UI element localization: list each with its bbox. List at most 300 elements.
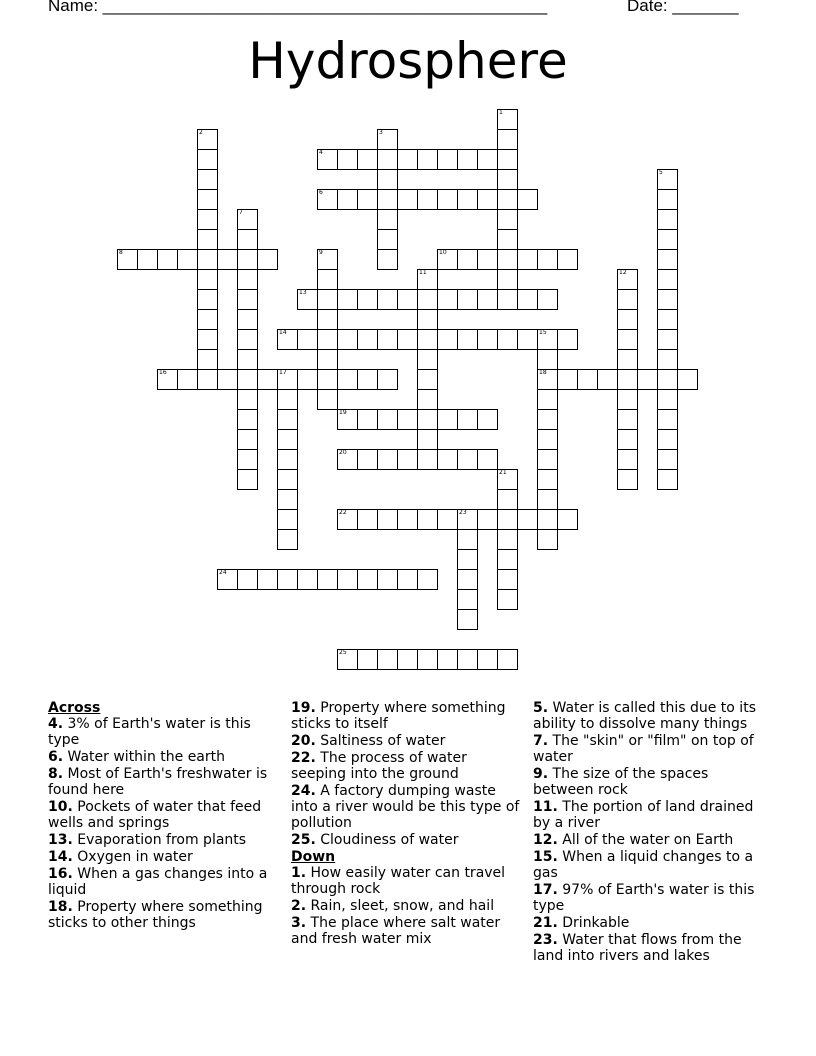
date-line[interactable]: Date: _______ bbox=[627, 0, 739, 15]
crossword-cell[interactable] bbox=[457, 249, 478, 270]
crossword-cell[interactable] bbox=[617, 429, 638, 450]
crossword-cell[interactable] bbox=[537, 449, 558, 470]
crossword-cell[interactable] bbox=[377, 189, 398, 210]
crossword-cell[interactable] bbox=[657, 469, 678, 490]
crossword-cell[interactable] bbox=[337, 569, 358, 590]
clue-text: Water within the earth bbox=[63, 749, 225, 765]
crossword-cell[interactable] bbox=[537, 249, 558, 270]
crossword-cell[interactable] bbox=[277, 489, 298, 510]
crossword-cell[interactable] bbox=[377, 229, 398, 250]
clue-across-24 bbox=[291, 783, 523, 831]
crossword-cell[interactable] bbox=[337, 449, 358, 470]
crossword-cell[interactable] bbox=[657, 409, 678, 430]
clue-number: 20. bbox=[291, 733, 316, 749]
clue-number: 16. bbox=[48, 866, 73, 882]
crossword-cell[interactable] bbox=[297, 329, 318, 350]
crossword-cell[interactable] bbox=[657, 249, 678, 270]
crossword-cell[interactable] bbox=[237, 349, 258, 370]
crossword-cell[interactable] bbox=[377, 509, 398, 530]
crossword-cell[interactable] bbox=[197, 269, 218, 290]
crossword-cell[interactable] bbox=[317, 369, 338, 390]
crossword-cell[interactable] bbox=[357, 149, 378, 170]
crossword-cell[interactable] bbox=[477, 409, 498, 430]
crossword-cell[interactable] bbox=[177, 249, 198, 270]
crossword-cell[interactable] bbox=[237, 409, 258, 430]
crossword-cell[interactable] bbox=[497, 189, 518, 210]
crossword-cell[interactable] bbox=[537, 349, 558, 370]
clue-text: When a liquid changes to a gas bbox=[533, 849, 754, 881]
crossword-cell[interactable] bbox=[397, 289, 418, 310]
crossword-cell[interactable] bbox=[377, 449, 398, 470]
crossword-cell[interactable] bbox=[237, 269, 258, 290]
crossword-cell[interactable] bbox=[457, 569, 478, 590]
crossword-cell[interactable] bbox=[337, 369, 358, 390]
crossword-cell[interactable] bbox=[537, 289, 558, 310]
crossword-cell[interactable] bbox=[377, 409, 398, 430]
crossword-cell[interactable] bbox=[237, 389, 258, 410]
crossword-cell[interactable] bbox=[417, 569, 438, 590]
puzzle-title: Hydrosphere bbox=[248, 32, 568, 90]
crossword-cell[interactable] bbox=[237, 429, 258, 450]
cell-number: 17 bbox=[279, 369, 287, 376]
crossword-cell[interactable] bbox=[417, 389, 438, 410]
name-line[interactable]: Name: _______________________________________________ bbox=[48, 0, 548, 15]
clue-down-9 bbox=[533, 766, 773, 798]
crossword-cell[interactable] bbox=[377, 329, 398, 350]
crossword-cell[interactable] bbox=[177, 369, 198, 390]
crossword-cell[interactable] bbox=[217, 369, 238, 390]
crossword-cell[interactable] bbox=[517, 289, 538, 310]
crossword-cell[interactable] bbox=[617, 269, 638, 290]
crossword-cell[interactable] bbox=[317, 149, 338, 170]
crossword-cell[interactable] bbox=[497, 489, 518, 510]
crossword-cell[interactable] bbox=[677, 369, 698, 390]
crossword-cell[interactable] bbox=[417, 329, 438, 350]
crossword-cell[interactable] bbox=[597, 369, 618, 390]
crossword-cell[interactable] bbox=[357, 569, 378, 590]
crossword-cell[interactable] bbox=[257, 369, 278, 390]
crossword-cell[interactable] bbox=[357, 649, 378, 670]
crossword-cell[interactable] bbox=[197, 209, 218, 230]
crossword-cell[interactable] bbox=[457, 189, 478, 210]
clues-column-1 bbox=[48, 700, 273, 932]
crossword-cell[interactable] bbox=[497, 109, 518, 130]
clue-down-5 bbox=[533, 700, 773, 732]
clue-number: 19. bbox=[291, 700, 316, 716]
crossword-cell[interactable] bbox=[617, 309, 638, 330]
clue-down-23 bbox=[533, 932, 773, 964]
crossword-cell[interactable] bbox=[497, 289, 518, 310]
crossword-cell[interactable] bbox=[377, 369, 398, 390]
crossword-cell[interactable] bbox=[197, 289, 218, 310]
crossword-cell[interactable] bbox=[537, 369, 558, 390]
crossword-cell[interactable] bbox=[197, 369, 218, 390]
clue-text: Property where something sticks to other things bbox=[48, 899, 263, 931]
crossword-cell[interactable] bbox=[197, 229, 218, 250]
clue-down-12 bbox=[533, 832, 773, 848]
clue-across-25 bbox=[291, 832, 523, 848]
crossword-cell[interactable] bbox=[657, 389, 678, 410]
crossword-cell[interactable] bbox=[657, 289, 678, 310]
crossword-cell[interactable] bbox=[537, 329, 558, 350]
crossword-cell[interactable] bbox=[437, 649, 458, 670]
crossword-cell[interactable] bbox=[477, 329, 498, 350]
crossword-cell[interactable] bbox=[557, 369, 578, 390]
clue-number: 13. bbox=[48, 832, 73, 848]
crossword-cell[interactable] bbox=[417, 269, 438, 290]
crossword-cell[interactable] bbox=[397, 149, 418, 170]
crossword-cell[interactable] bbox=[257, 569, 278, 590]
crossword-cell[interactable] bbox=[337, 149, 358, 170]
clue-number: 23. bbox=[533, 932, 558, 948]
crossword-cell[interactable] bbox=[497, 329, 518, 350]
crossword-cell[interactable] bbox=[277, 469, 298, 490]
crossword-cell[interactable] bbox=[477, 289, 498, 310]
crossword-cell[interactable] bbox=[617, 389, 638, 410]
crossword-cell[interactable] bbox=[657, 429, 678, 450]
crossword-cell[interactable] bbox=[457, 409, 478, 430]
down-heading: Down bbox=[291, 849, 336, 865]
crossword-cell[interactable] bbox=[477, 449, 498, 470]
clue-text: Pockets of water that feed wells and springs bbox=[48, 799, 262, 831]
clue-down-17 bbox=[533, 882, 773, 914]
crossword-cell[interactable] bbox=[297, 369, 318, 390]
crossword-cell[interactable] bbox=[237, 249, 258, 270]
crossword-cell[interactable] bbox=[457, 289, 478, 310]
crossword-cell[interactable] bbox=[477, 509, 498, 530]
crossword-cell[interactable] bbox=[397, 329, 418, 350]
crossword-cell[interactable] bbox=[537, 489, 558, 510]
clue-across-18 bbox=[48, 899, 273, 931]
crossword-cell[interactable] bbox=[137, 249, 158, 270]
crossword-cell[interactable] bbox=[377, 169, 398, 190]
crossword-cell[interactable] bbox=[197, 149, 218, 170]
crossword-cell[interactable] bbox=[397, 509, 418, 530]
crossword-cell[interactable] bbox=[277, 569, 298, 590]
crossword-cell[interactable] bbox=[437, 449, 458, 470]
crossword-cell[interactable] bbox=[297, 289, 318, 310]
crossword-cell[interactable] bbox=[477, 649, 498, 670]
crossword-cell[interactable] bbox=[537, 509, 558, 530]
crossword-cell[interactable] bbox=[457, 649, 478, 670]
crossword-cell[interactable] bbox=[397, 189, 418, 210]
crossword-cell[interactable] bbox=[537, 529, 558, 550]
crossword-cell[interactable] bbox=[397, 409, 418, 430]
crossword-cell[interactable] bbox=[497, 269, 518, 290]
crossword-cell[interactable] bbox=[437, 409, 458, 430]
cell-number: 5 bbox=[659, 169, 663, 176]
crossword-cell[interactable] bbox=[357, 509, 378, 530]
crossword-cell[interactable] bbox=[377, 289, 398, 310]
crossword-cell[interactable] bbox=[417, 649, 438, 670]
crossword-cell[interactable] bbox=[317, 289, 338, 310]
crossword-cell[interactable] bbox=[277, 429, 298, 450]
crossword-cell[interactable] bbox=[497, 529, 518, 550]
crossword-cell[interactable] bbox=[457, 149, 478, 170]
crossword-cell[interactable] bbox=[657, 229, 678, 250]
crossword-cell[interactable] bbox=[497, 149, 518, 170]
crossword-cell[interactable] bbox=[317, 249, 338, 270]
crossword-cell[interactable] bbox=[657, 189, 678, 210]
crossword-cell[interactable] bbox=[237, 229, 258, 250]
crossword-cell[interactable] bbox=[417, 289, 438, 310]
clue-text: 3% of Earth's water is this type bbox=[48, 716, 251, 748]
crossword-cell[interactable] bbox=[517, 189, 538, 210]
crossword-cell[interactable] bbox=[457, 509, 478, 530]
clue-across-14 bbox=[48, 849, 273, 865]
crossword-cell[interactable] bbox=[437, 509, 458, 530]
crossword-cell[interactable] bbox=[197, 169, 218, 190]
clue-across-8 bbox=[48, 766, 273, 798]
crossword-cell[interactable] bbox=[617, 409, 638, 430]
crossword-cell[interactable] bbox=[397, 569, 418, 590]
cell-number: 18 bbox=[539, 369, 547, 376]
clue-across-10 bbox=[48, 799, 273, 831]
crossword-cell[interactable] bbox=[237, 569, 258, 590]
clue-across-13 bbox=[48, 832, 273, 848]
crossword-cell[interactable] bbox=[317, 269, 338, 290]
clue-number: 11. bbox=[533, 799, 558, 815]
clue-across-20 bbox=[291, 733, 523, 749]
crossword-cell[interactable] bbox=[357, 369, 378, 390]
crossword-cell[interactable] bbox=[497, 649, 518, 670]
crossword-cell[interactable] bbox=[537, 409, 558, 430]
crossword-cell[interactable] bbox=[377, 569, 398, 590]
crossword-cell[interactable] bbox=[617, 349, 638, 370]
crossword-cell[interactable] bbox=[657, 209, 678, 230]
clue-text: The process of water seeping into the ground bbox=[291, 750, 467, 782]
crossword-cell[interactable] bbox=[377, 129, 398, 150]
crossword-cell[interactable] bbox=[377, 649, 398, 670]
clue-text: A factory dumping waste into a river would be this type of pollution bbox=[291, 783, 520, 831]
crossword-cell[interactable] bbox=[517, 249, 538, 270]
crossword-cell[interactable] bbox=[377, 249, 398, 270]
clue-text: Oxygen in water bbox=[72, 849, 193, 865]
clue-text: The portion of land drained by a river bbox=[533, 799, 754, 831]
cell-number: 6 bbox=[319, 189, 323, 196]
crossword-cell[interactable] bbox=[617, 469, 638, 490]
crossword-cell[interactable] bbox=[237, 209, 258, 230]
crossword-cell[interactable] bbox=[337, 189, 358, 210]
crossword-cell[interactable] bbox=[497, 509, 518, 530]
crossword-cell[interactable] bbox=[497, 549, 518, 570]
clue-text: Cloudiness of water bbox=[315, 832, 459, 848]
clue-number: 24. bbox=[291, 783, 316, 799]
clue-across-6 bbox=[48, 749, 273, 765]
crossword-cell[interactable] bbox=[477, 249, 498, 270]
crossword-cell[interactable] bbox=[497, 129, 518, 150]
crossword-cell[interactable] bbox=[357, 189, 378, 210]
cell-number: 24 bbox=[219, 569, 227, 576]
crossword-cell[interactable] bbox=[517, 329, 538, 350]
crossword-cell[interactable] bbox=[157, 369, 178, 390]
clue-number: 1. bbox=[291, 865, 307, 881]
crossword-cell[interactable] bbox=[557, 249, 578, 270]
crossword-cell[interactable] bbox=[657, 269, 678, 290]
crossword-cell[interactable] bbox=[417, 429, 438, 450]
crossword-cell[interactable] bbox=[357, 449, 378, 470]
clue-text: Water is called this due to its ability to dissolve many things bbox=[533, 700, 756, 732]
crossword-cell[interactable] bbox=[217, 249, 238, 270]
crossword-cell[interactable] bbox=[557, 329, 578, 350]
cell-number: 8 bbox=[119, 249, 123, 256]
clue-number: 5. bbox=[533, 700, 549, 716]
crossword-cell[interactable] bbox=[417, 149, 438, 170]
crossword-cell[interactable] bbox=[497, 469, 518, 490]
clue-text: All of the water on Earth bbox=[557, 832, 734, 848]
crossword-cell[interactable] bbox=[477, 149, 498, 170]
crossword-cell[interactable] bbox=[497, 569, 518, 590]
crossword-cell[interactable] bbox=[557, 509, 578, 530]
crossword-cell[interactable] bbox=[317, 189, 338, 210]
crossword-cell[interactable] bbox=[637, 369, 658, 390]
crossword-cell[interactable] bbox=[417, 449, 438, 470]
crossword-cell[interactable] bbox=[237, 369, 258, 390]
crossword-cell[interactable] bbox=[577, 369, 598, 390]
crossword-cell[interactable] bbox=[437, 189, 458, 210]
crossword-cell[interactable] bbox=[317, 329, 338, 350]
crossword-cell[interactable] bbox=[437, 329, 458, 350]
clue-down-2 bbox=[291, 898, 523, 914]
crossword-cell[interactable] bbox=[437, 149, 458, 170]
crossword-cell[interactable] bbox=[277, 329, 298, 350]
crossword-cell[interactable] bbox=[237, 469, 258, 490]
clues-column-3 bbox=[533, 700, 773, 965]
crossword-cell[interactable] bbox=[277, 529, 298, 550]
crossword-cell[interactable] bbox=[337, 509, 358, 530]
clue-down-15 bbox=[533, 849, 773, 881]
crossword-cell[interactable] bbox=[537, 429, 558, 450]
clue-number: 22. bbox=[291, 750, 316, 766]
crossword-cell[interactable] bbox=[277, 369, 298, 390]
clue-text: Water that flows from the land into rivers and lakes bbox=[533, 932, 742, 964]
across-heading: Across bbox=[48, 700, 101, 716]
clue-down-1 bbox=[291, 865, 523, 897]
crossword-cell[interactable] bbox=[477, 189, 498, 210]
crossword-cell[interactable] bbox=[217, 569, 238, 590]
crossword-cell[interactable] bbox=[417, 369, 438, 390]
crossword-cell[interactable] bbox=[337, 289, 358, 310]
crossword-cell[interactable] bbox=[197, 309, 218, 330]
clue-down-3 bbox=[291, 915, 523, 947]
crossword-cell[interactable] bbox=[237, 289, 258, 310]
clue-text: Drinkable bbox=[557, 915, 630, 931]
clue-number: 15. bbox=[533, 849, 558, 865]
crossword-cell[interactable] bbox=[277, 409, 298, 430]
crossword-cell[interactable] bbox=[437, 289, 458, 310]
crossword-cell[interactable] bbox=[657, 369, 678, 390]
clue-text: Rain, sleet, snow, and hail bbox=[306, 898, 495, 914]
crossword-cell[interactable] bbox=[417, 509, 438, 530]
crossword-cell[interactable] bbox=[617, 449, 638, 470]
crossword-cell[interactable] bbox=[657, 349, 678, 370]
crossword-cell[interactable] bbox=[377, 149, 398, 170]
crossword-cell[interactable] bbox=[417, 349, 438, 370]
clue-number: 9. bbox=[533, 766, 549, 782]
crossword-cell[interactable] bbox=[317, 349, 338, 370]
crossword-cell[interactable] bbox=[337, 649, 358, 670]
clues-column-2 bbox=[291, 700, 523, 948]
cell-number: 1 bbox=[499, 109, 503, 116]
crossword-cell[interactable] bbox=[657, 449, 678, 470]
crossword-cell[interactable] bbox=[617, 289, 638, 310]
crossword-cell[interactable] bbox=[457, 329, 478, 350]
crossword-cell[interactable] bbox=[617, 329, 638, 350]
crossword-cell[interactable] bbox=[337, 329, 358, 350]
clue-number: 14. bbox=[48, 849, 73, 865]
crossword-cell[interactable] bbox=[377, 209, 398, 230]
clue-text: The place where salt water and fresh water mix bbox=[291, 915, 501, 947]
crossword-cell[interactable] bbox=[537, 389, 558, 410]
crossword-cell[interactable] bbox=[257, 249, 278, 270]
crossword-cell[interactable] bbox=[437, 249, 458, 270]
crossword-cell[interactable] bbox=[197, 249, 218, 270]
clue-text: The "skin" or "film" on top of water bbox=[533, 733, 754, 765]
crossword-cell[interactable] bbox=[277, 509, 298, 530]
crossword-cell[interactable] bbox=[457, 529, 478, 550]
crossword-cell[interactable] bbox=[237, 309, 258, 330]
crossword-cell[interactable] bbox=[497, 589, 518, 610]
cell-number: 16 bbox=[159, 369, 167, 376]
crossword-cell[interactable] bbox=[357, 329, 378, 350]
crossword-cell[interactable] bbox=[357, 289, 378, 310]
crossword-cell[interactable] bbox=[197, 349, 218, 370]
cell-number: 12 bbox=[619, 269, 627, 276]
crossword-cell[interactable] bbox=[157, 249, 178, 270]
clue-text: How easily water can travel through rock bbox=[291, 865, 506, 897]
crossword-cell[interactable] bbox=[297, 569, 318, 590]
crossword-cell[interactable] bbox=[417, 189, 438, 210]
crossword-cell[interactable] bbox=[317, 389, 338, 410]
crossword-cell[interactable] bbox=[317, 569, 338, 590]
crossword-cell[interactable] bbox=[237, 329, 258, 350]
crossword-cell[interactable] bbox=[317, 309, 338, 330]
crossword-cell[interactable] bbox=[657, 329, 678, 350]
crossword-cell[interactable] bbox=[417, 309, 438, 330]
crossword-cell[interactable] bbox=[457, 549, 478, 570]
clue-text: The size of the spaces between rock bbox=[533, 766, 709, 798]
crossword-cell[interactable] bbox=[537, 469, 558, 490]
crossword-cell[interactable] bbox=[397, 449, 418, 470]
clue-text: 97% of Earth's water is this type bbox=[533, 882, 755, 914]
crossword-cell[interactable] bbox=[657, 169, 678, 190]
crossword-cell[interactable] bbox=[277, 389, 298, 410]
crossword-cell[interactable] bbox=[457, 449, 478, 470]
crossword-cell[interactable] bbox=[117, 249, 138, 270]
crossword-cell[interactable] bbox=[497, 169, 518, 190]
crossword-cell[interactable] bbox=[197, 189, 218, 210]
crossword-cell[interactable] bbox=[237, 449, 258, 470]
clue-across-22 bbox=[291, 750, 523, 782]
crossword-cell[interactable] bbox=[497, 229, 518, 250]
crossword-cell[interactable] bbox=[277, 449, 298, 470]
crossword-cell[interactable] bbox=[497, 209, 518, 230]
cell-number: 2 bbox=[199, 129, 203, 136]
crossword-cell[interactable] bbox=[497, 249, 518, 270]
cell-number: 22 bbox=[339, 509, 347, 516]
crossword-cell[interactable] bbox=[517, 509, 538, 530]
crossword-cell[interactable] bbox=[457, 589, 478, 610]
crossword-cell[interactable] bbox=[337, 409, 358, 430]
crossword-cell[interactable] bbox=[397, 649, 418, 670]
crossword-cell[interactable] bbox=[357, 409, 378, 430]
crossword-cell[interactable] bbox=[417, 409, 438, 430]
crossword-cell[interactable] bbox=[657, 309, 678, 330]
crossword-cell[interactable] bbox=[197, 329, 218, 350]
crossword-cell[interactable] bbox=[197, 129, 218, 150]
crossword-cell[interactable] bbox=[617, 369, 638, 390]
crossword-cell[interactable] bbox=[457, 609, 478, 630]
